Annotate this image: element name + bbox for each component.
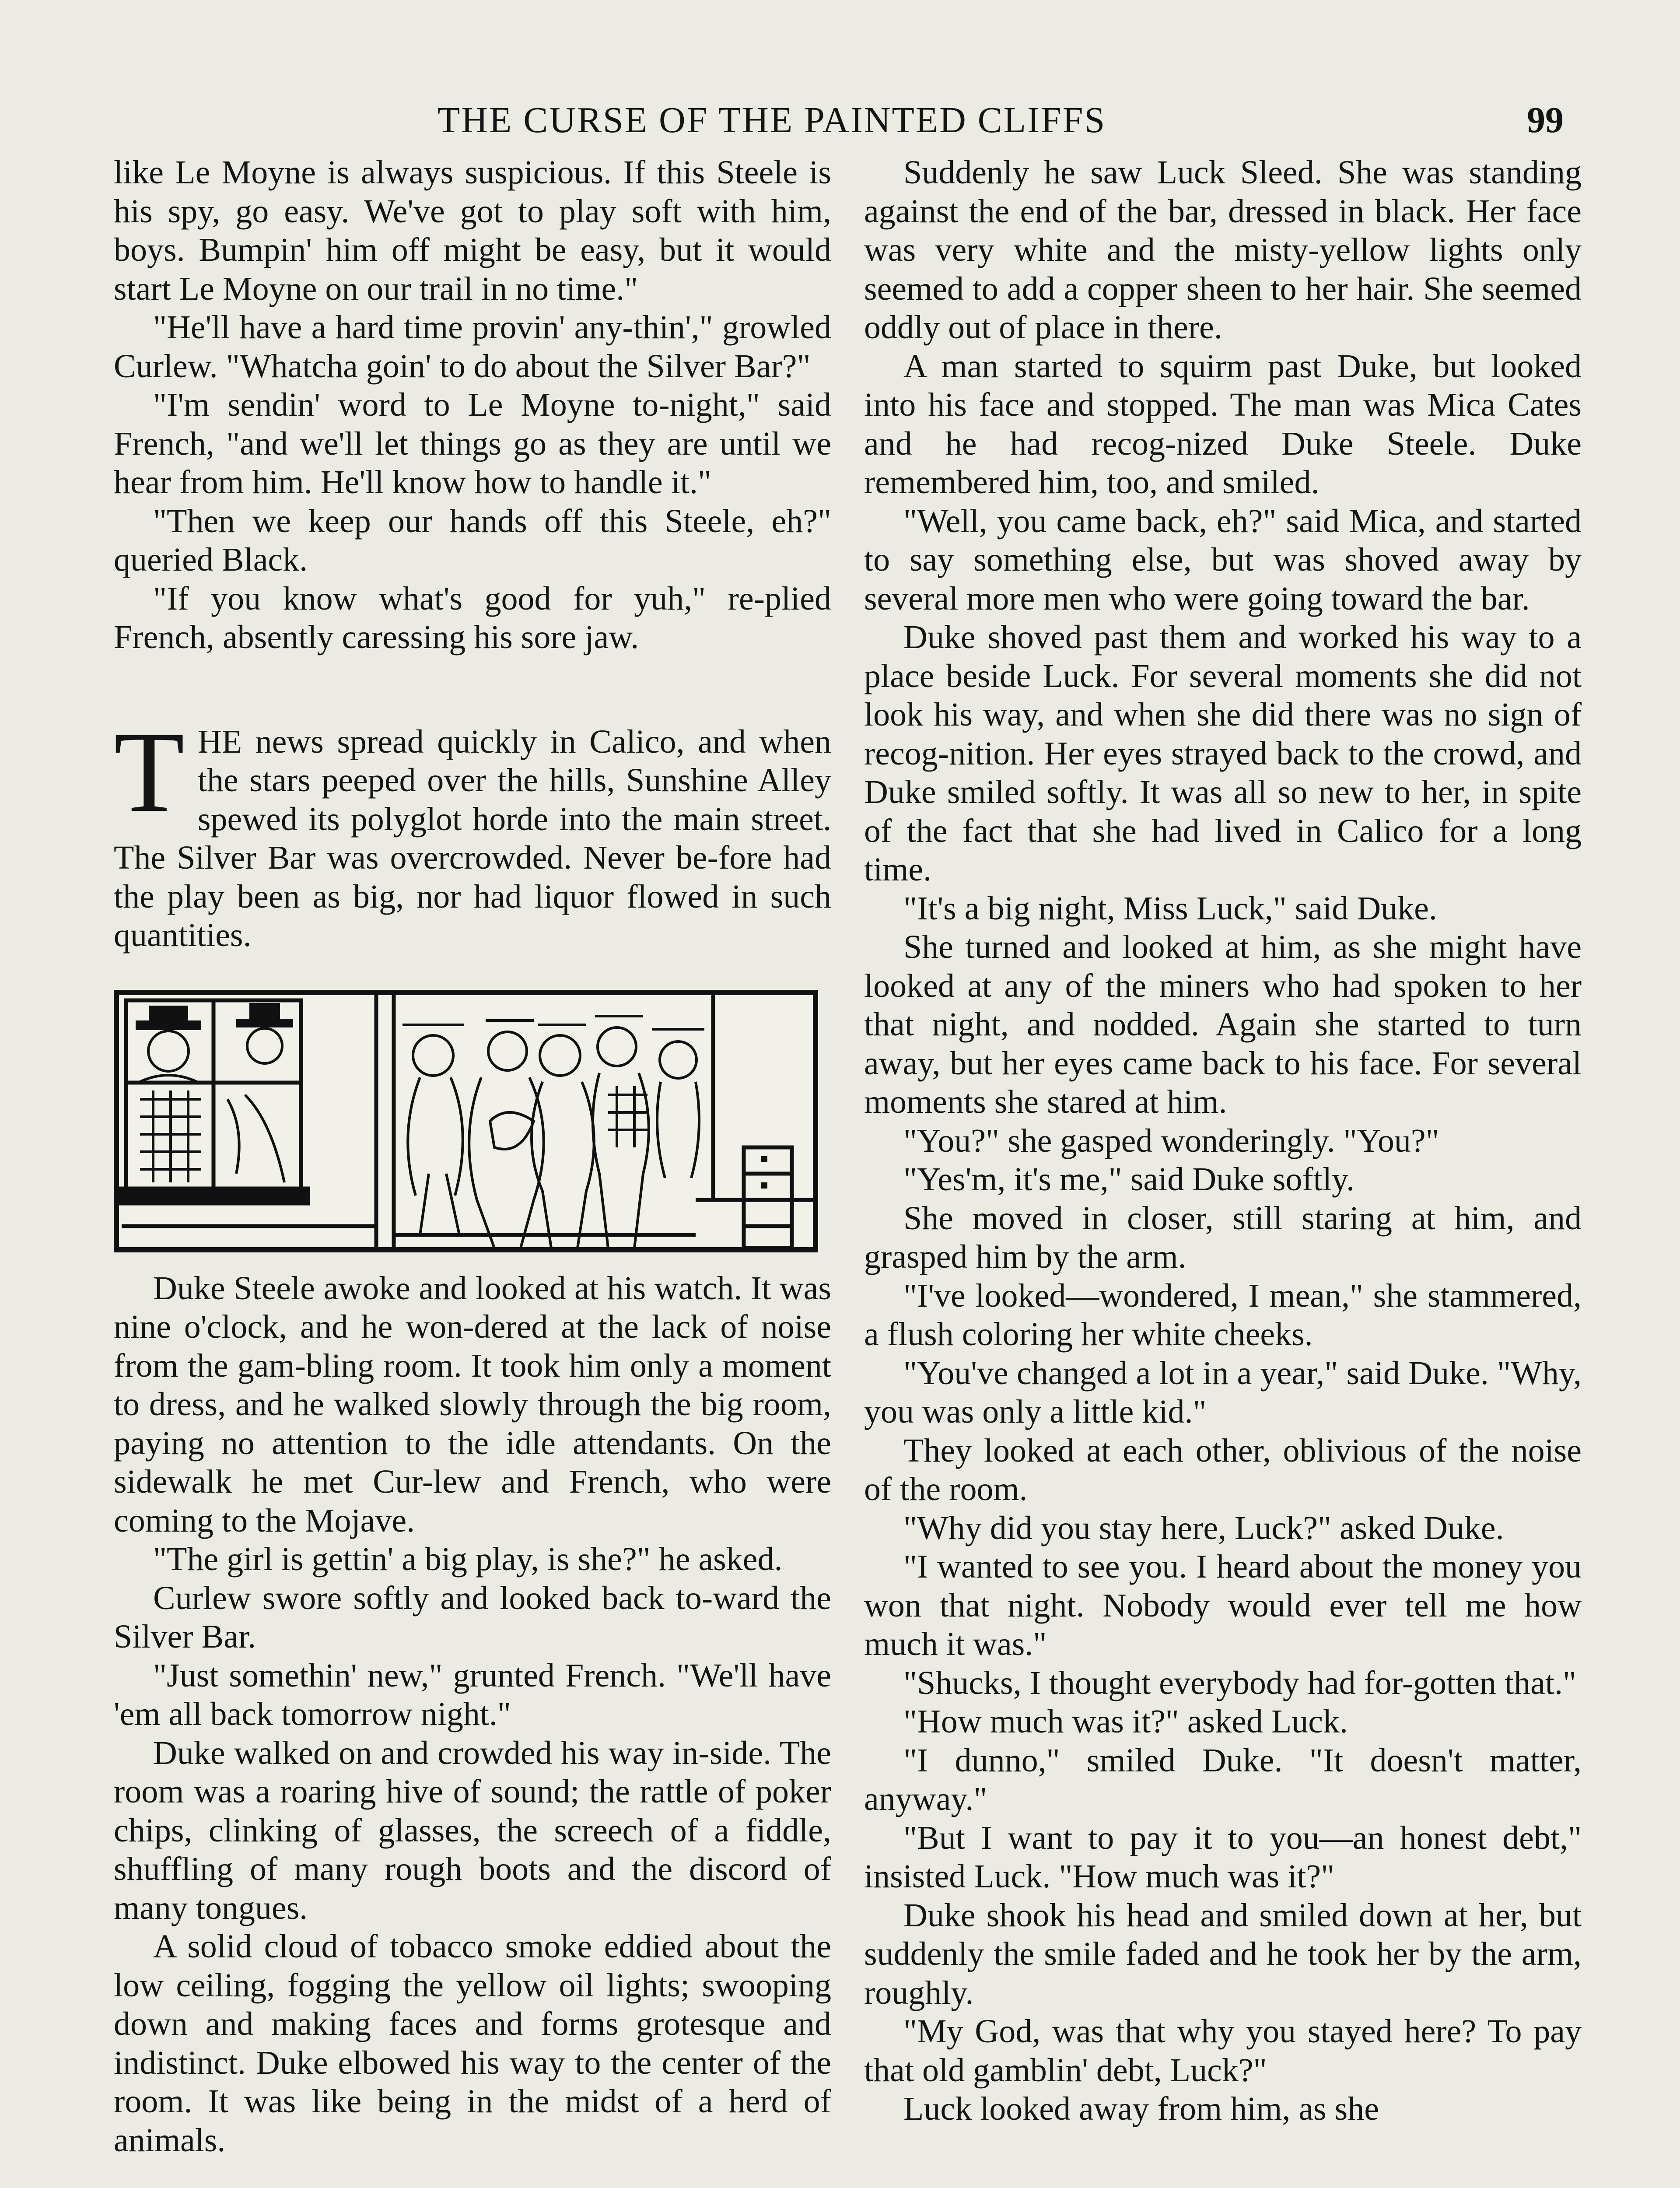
paragraph: "Why did you stay here, Luck?" asked Duke. [903,1509,1504,1546]
paragraph: A man started to squirm past Duke, but looked into his face and stopped. The man was Mica Cates and he had recog-nized Duke Steele. Duke remembered him, too, and smiled. [864,347,1582,501]
drop-cap-paragraph: THE news spread quickly in Calico, and when the stars peeped over the hills, Sunshine Alley spewed its polyglot horde into the main street. The Silver Bar was overcrowded. Never be-fore had the play been as big, nor had liquor flowed in such quantities. [114,708,831,954]
page-header [0,94,1680,147]
paragraph: like Le Moyne is always suspicious. If this Steele is his spy, go easy. We've got to play soft with him, boys. Bumpin' him off might be easy, but it would start Le Moyne on our trail in no time." [114,154,831,307]
paragraph: "Shucks, I thought everybody had for-gotten that." [903,1664,1576,1701]
paragraph: "Then we keep our hands off this Steele, eh?" queried Black. [114,502,831,578]
paragraph: "How much was it?" asked Luck. [903,1703,1348,1740]
paragraph: She turned and looked at him, as she might have looked at any of the miners who had spoken to her that night, and nodded. Again she started to turn away, but her eyes came back to his face. For several moments she stared at him. [864,929,1582,1120]
paragraph: "Yes'm, it's me," said Duke softly. [903,1161,1355,1198]
paragraph: "It's a big night, Miss Luck," said Duke. [903,890,1437,927]
left-column [114,153,831,2188]
right-column [864,153,1582,2188]
paragraph: Luck looked away from him, as she [903,2090,1379,2127]
paragraph: "I'm sendin' word to Le Moyne to-night," said French, "and we'll let things go as they are until we hear from him. He'll know how to handle it." [114,386,831,501]
paragraph: They looked at each other, oblivious of the noise of the room. [864,1432,1582,1508]
paragraph: A solid cloud of tobacco smoke eddied about the low ceiling, fogging the yellow oil lights; swooping down and making faces and forms grotesque and indistinct. Duke elbowed his way to the center of the room. It was like being in the midst of a herd of animals. [114,1928,831,2159]
paragraph: "Just somethin' new," grunted French. "We'll have 'em all back tomorrow night." [114,1657,831,1732]
paragraph: Suddenly he saw Luck Sleed. She was standing against the end of the bar, dressed in black. Her face was very white and the misty-yellow lights only seemed to add a copper sheen to her hair. She seemed oddly out of place in there. [864,154,1582,346]
running-title: THE CURSE OF THE PAINTED CLIFFS [438,100,1106,140]
paragraph: "You've changed a lot in a year," said Duke. "Why, you was only a little kid." [864,1354,1582,1430]
paragraph: "The girl is gettin' a big play, is she?" he asked. [153,1541,783,1578]
page-number: 99 [1527,100,1564,140]
paragraph: Duke Steele awoke and looked at his watch. It was nine o'clock, and he won-dered at the lack of noise from the gam-bling room. It took him only a moment to dress, and he walked slowly through the big room, paying no attention to the idle attendants. On the sidewalk he met Cur-lew and French, who were coming to the Mojave. [114,1269,831,1539]
paragraph: "My God, was that why you stayed here? To pay that old gamblin' debt, Luck?" [864,2013,1582,2089]
paragraph: She moved in closer, still staring at him, and grasped him by the arm. [864,1199,1582,1275]
paragraph: Duke walked on and crowded his way in-side. The room was a roaring hive of sound; the rattle of poker chips, clinking of glasses, the screech of a fiddle, shuffling of many rough boots and the discord of many tongues. [114,1734,831,1926]
paragraph: "I wanted to see you. I heard about the money you won that night. Nobody would ever tell me how much it was." [864,1548,1582,1662]
paragraph: "But I want to pay it to you—an honest debt," insisted Luck. "How much was it?" [864,1819,1582,1895]
paragraph: "If you know what's good for yuh," re-plied French, absently caressing his sore jaw. [114,580,831,656]
paragraph: "I've looked—wondered, I mean," she stammered, a flush coloring her white cheeks. [864,1277,1582,1353]
paragraph: "Well, you came back, eh?" said Mica, and started to say something else, but was shoved away by several more men who were going toward the bar. [864,502,1582,617]
paragraph: Duke shoved past them and worked his way to a place beside Luck. For several moments she did not look his way, and when she did there was no sign of recog-nition. Her eyes strayed back to the crowd, and Duke smiled softly. It was all so new to her, in spite of the fact that she had lived in Calico for a long time. [864,619,1582,888]
saloon-illustration [114,990,818,1252]
paragraph: Duke shook his head and smiled down at her, but suddenly the smile faded and he took her by the arm, roughly. [864,1897,1582,2011]
paragraph: "You?" she gasped wonderingly. "You?" [903,1122,1439,1159]
paragraph: "I dunno," smiled Duke. "It doesn't matter, anyway." [864,1742,1582,1817]
paragraph: "He'll have a hard time provin' any-thin'," growled Curlew. "Whatcha goin' to do about the Silver Bar?" [114,309,831,385]
paragraph: Curlew swore softly and looked back to-ward the Silver Bar. [114,1579,831,1655]
